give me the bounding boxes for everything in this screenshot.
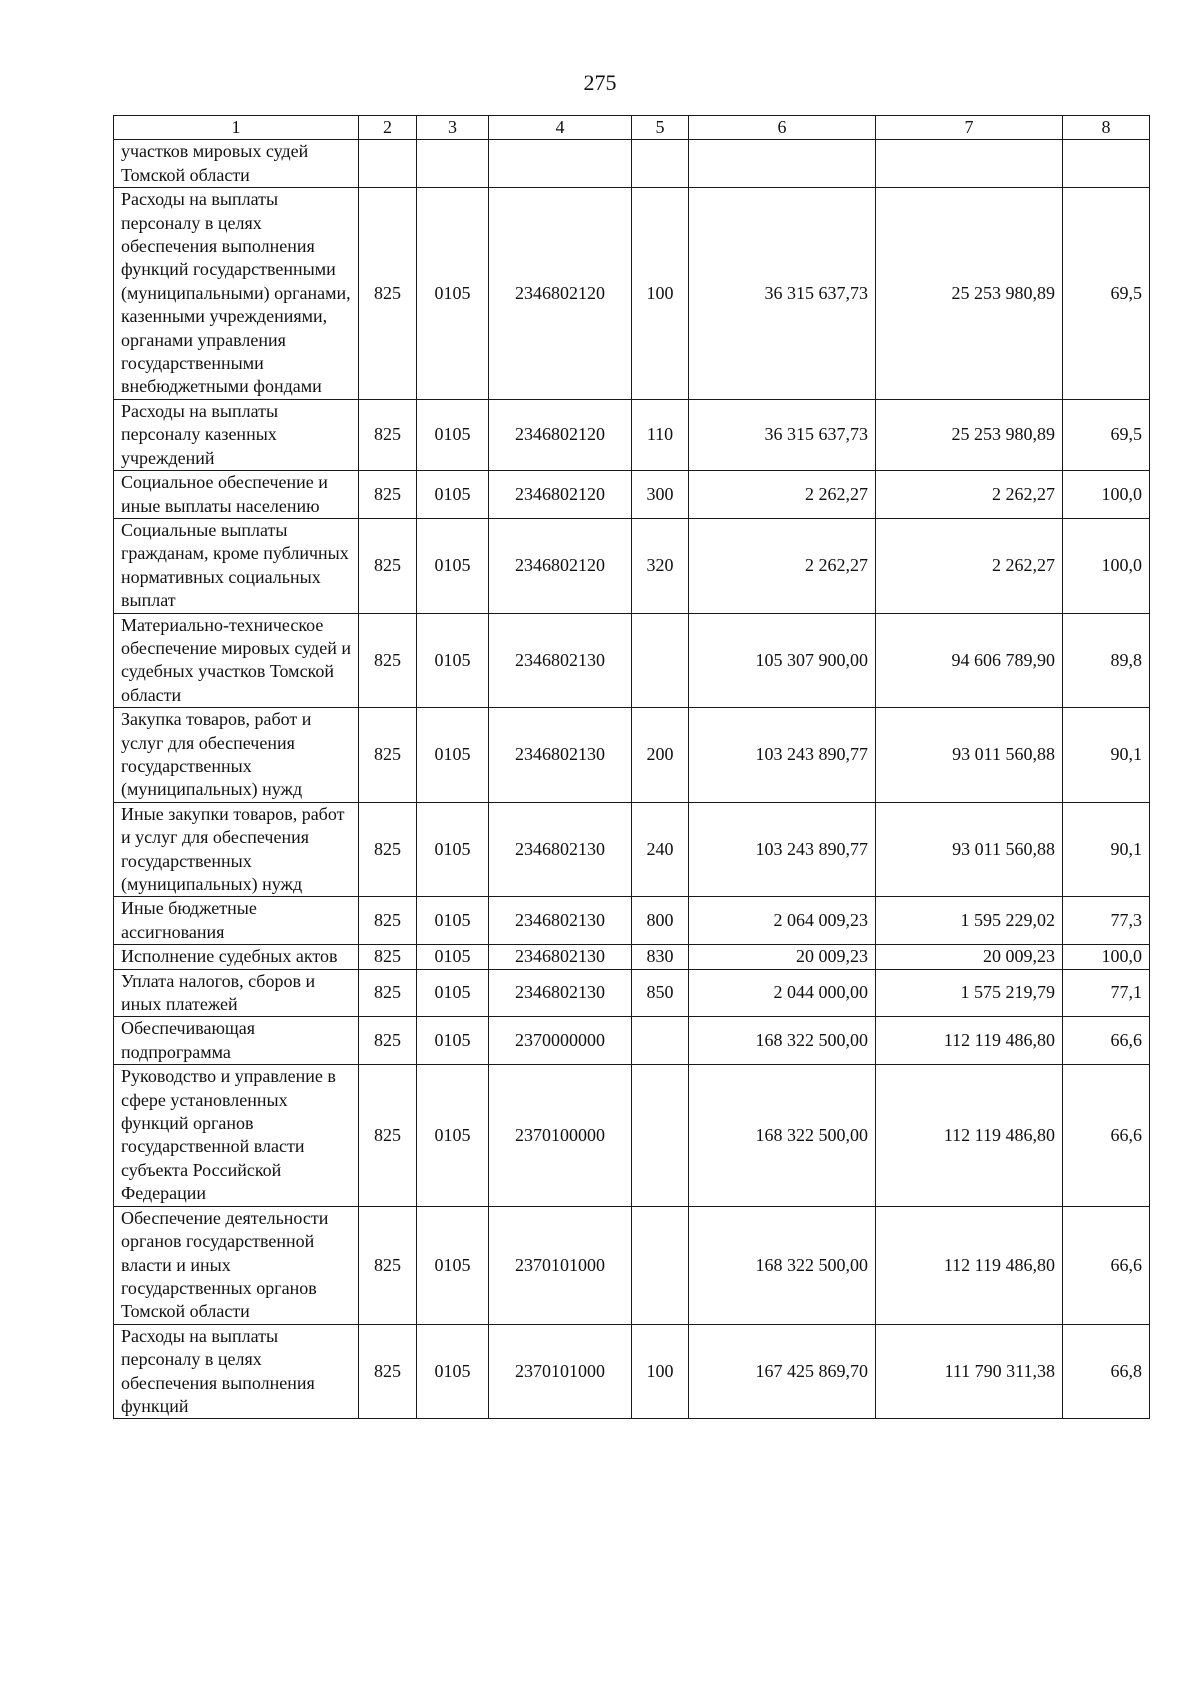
executed-amount: 2 262,27 bbox=[876, 518, 1063, 613]
expense-type: 100 bbox=[632, 1324, 689, 1419]
planned-amount: 2 262,27 bbox=[689, 471, 876, 519]
section-code bbox=[417, 140, 489, 188]
execution-percent: 69,5 bbox=[1063, 399, 1150, 470]
target-article: 2346802130 bbox=[489, 945, 632, 969]
executed-amount: 112 119 486,80 bbox=[876, 1206, 1063, 1324]
expense-type: 240 bbox=[632, 802, 689, 897]
column-header: 2 bbox=[359, 116, 417, 140]
table-row bbox=[114, 969, 1150, 1017]
table-row bbox=[114, 399, 1150, 470]
target-article: 2346802130 bbox=[489, 897, 632, 945]
executed-amount: 94 606 789,90 bbox=[876, 613, 1063, 708]
section-code: 0105 bbox=[417, 613, 489, 708]
executed-amount bbox=[876, 140, 1063, 188]
planned-amount: 167 425 869,70 bbox=[689, 1324, 876, 1419]
execution-percent: 77,3 bbox=[1063, 897, 1150, 945]
planned-amount: 168 322 500,00 bbox=[689, 1065, 876, 1206]
header-row bbox=[114, 116, 1150, 140]
execution-percent: 66,6 bbox=[1063, 1017, 1150, 1065]
expense-name: Иные бюджетные ассигнования bbox=[114, 897, 359, 945]
table-row bbox=[114, 1065, 1150, 1206]
expense-name: Расходы на выплаты персоналу в целях обеспечения выполнения функций государственными (муниципальными) органами, казенными учреждениями, органами управления государственными внебюджетными фондами bbox=[114, 188, 359, 400]
target-article: 2346802130 bbox=[489, 969, 632, 1017]
expense-name: Руководство и управление в сфере установленных функций органов государственной власти субъекта Российской Федерации bbox=[114, 1065, 359, 1206]
column-header: 6 bbox=[689, 116, 876, 140]
target-article: 2346802120 bbox=[489, 471, 632, 519]
table-row bbox=[114, 897, 1150, 945]
expense-name: Уплата налогов, сборов и иных платежей bbox=[114, 969, 359, 1017]
execution-percent bbox=[1063, 140, 1150, 188]
section-code: 0105 bbox=[417, 1017, 489, 1065]
section-code: 0105 bbox=[417, 708, 489, 803]
page-number: 275 bbox=[583, 70, 617, 95]
ministry-code: 825 bbox=[359, 471, 417, 519]
expense-name: Обеспечение деятельности органов государственной власти и иных государственных органов Томской области bbox=[114, 1206, 359, 1324]
ministry-code: 825 bbox=[359, 969, 417, 1017]
ministry-code: 825 bbox=[359, 945, 417, 969]
expense-type: 800 bbox=[632, 897, 689, 945]
planned-amount: 168 322 500,00 bbox=[689, 1017, 876, 1065]
table-row bbox=[114, 471, 1150, 519]
planned-amount: 103 243 890,77 bbox=[689, 708, 876, 803]
ministry-code: 825 bbox=[359, 613, 417, 708]
planned-amount bbox=[689, 140, 876, 188]
executed-amount: 1 595 229,02 bbox=[876, 897, 1063, 945]
executed-amount: 93 011 560,88 bbox=[876, 802, 1063, 897]
expense-type: 100 bbox=[632, 188, 689, 400]
expense-type bbox=[632, 1065, 689, 1206]
target-article: 2370100000 bbox=[489, 1065, 632, 1206]
planned-amount: 2 064 009,23 bbox=[689, 897, 876, 945]
executed-amount: 25 253 980,89 bbox=[876, 188, 1063, 400]
target-article: 2370101000 bbox=[489, 1206, 632, 1324]
table-row bbox=[114, 140, 1150, 188]
expense-type: 110 bbox=[632, 399, 689, 470]
section-code: 0105 bbox=[417, 1324, 489, 1419]
expense-name: Материально-техническое обеспечение мировых судей и судебных участков Томской области bbox=[114, 613, 359, 708]
expense-name: Закупка товаров, работ и услуг для обеспечения государственных (муниципальных) нужд bbox=[114, 708, 359, 803]
column-header: 1 bbox=[114, 116, 359, 140]
execution-percent: 100,0 bbox=[1063, 945, 1150, 969]
target-article: 2370000000 bbox=[489, 1017, 632, 1065]
expense-name: Иные закупки товаров, работ и услуг для обеспечения государственных (муниципальных) нужд bbox=[114, 802, 359, 897]
executed-amount: 2 262,27 bbox=[876, 471, 1063, 519]
section-code: 0105 bbox=[417, 518, 489, 613]
ministry-code: 825 bbox=[359, 399, 417, 470]
execution-percent: 90,1 bbox=[1063, 802, 1150, 897]
target-article: 2346802120 bbox=[489, 188, 632, 400]
column-header: 7 bbox=[876, 116, 1063, 140]
ministry-code: 825 bbox=[359, 1017, 417, 1065]
target-article: 2370101000 bbox=[489, 1324, 632, 1419]
expense-type bbox=[632, 613, 689, 708]
section-code: 0105 bbox=[417, 471, 489, 519]
section-code: 0105 bbox=[417, 188, 489, 400]
planned-amount: 20 009,23 bbox=[689, 945, 876, 969]
expense-type: 850 bbox=[632, 969, 689, 1017]
planned-amount: 103 243 890,77 bbox=[689, 802, 876, 897]
section-code: 0105 bbox=[417, 897, 489, 945]
expense-name: участков мировых судей Томской области bbox=[114, 140, 359, 188]
table-row bbox=[114, 188, 1150, 400]
expense-type: 300 bbox=[632, 471, 689, 519]
executed-amount: 93 011 560,88 bbox=[876, 708, 1063, 803]
expense-name: Исполнение судебных актов bbox=[114, 945, 359, 969]
expense-name: Обеспечивающая подпрограмма bbox=[114, 1017, 359, 1065]
section-code: 0105 bbox=[417, 945, 489, 969]
ministry-code bbox=[359, 140, 417, 188]
executed-amount: 20 009,23 bbox=[876, 945, 1063, 969]
budget-table bbox=[113, 115, 1150, 1419]
column-header: 5 bbox=[632, 116, 689, 140]
planned-amount: 105 307 900,00 bbox=[689, 613, 876, 708]
ministry-code: 825 bbox=[359, 1065, 417, 1206]
planned-amount: 2 262,27 bbox=[689, 518, 876, 613]
target-article: 2346802130 bbox=[489, 613, 632, 708]
ministry-code: 825 bbox=[359, 1324, 417, 1419]
execution-percent: 66,6 bbox=[1063, 1206, 1150, 1324]
section-code: 0105 bbox=[417, 1065, 489, 1206]
ministry-code: 825 bbox=[359, 897, 417, 945]
section-code: 0105 bbox=[417, 802, 489, 897]
expense-type bbox=[632, 140, 689, 188]
column-header: 4 bbox=[489, 116, 632, 140]
table-row bbox=[114, 1017, 1150, 1065]
expense-name: Расходы на выплаты персоналу в целях обеспечения выполнения функций bbox=[114, 1324, 359, 1419]
table-row bbox=[114, 945, 1150, 969]
planned-amount: 2 044 000,00 bbox=[689, 969, 876, 1017]
execution-percent: 69,5 bbox=[1063, 188, 1150, 400]
planned-amount: 36 315 637,73 bbox=[689, 399, 876, 470]
ministry-code: 825 bbox=[359, 1206, 417, 1324]
execution-percent: 66,6 bbox=[1063, 1065, 1150, 1206]
expense-type bbox=[632, 1017, 689, 1065]
table-row bbox=[114, 802, 1150, 897]
table-row bbox=[114, 708, 1150, 803]
table-row bbox=[114, 518, 1150, 613]
table-row bbox=[114, 1206, 1150, 1324]
expense-type: 320 bbox=[632, 518, 689, 613]
executed-amount: 25 253 980,89 bbox=[876, 399, 1063, 470]
table-row bbox=[114, 613, 1150, 708]
column-header: 3 bbox=[417, 116, 489, 140]
execution-percent: 100,0 bbox=[1063, 471, 1150, 519]
section-code: 0105 bbox=[417, 1206, 489, 1324]
expense-name: Социальные выплаты гражданам, кроме публичных нормативных социальных выплат bbox=[114, 518, 359, 613]
expense-name: Социальное обеспечение и иные выплаты населению bbox=[114, 471, 359, 519]
ministry-code: 825 bbox=[359, 518, 417, 613]
execution-percent: 89,8 bbox=[1063, 613, 1150, 708]
expense-name: Расходы на выплаты персоналу казенных учреждений bbox=[114, 399, 359, 470]
section-code: 0105 bbox=[417, 399, 489, 470]
ministry-code: 825 bbox=[359, 708, 417, 803]
executed-amount: 111 790 311,38 bbox=[876, 1324, 1063, 1419]
expense-type: 200 bbox=[632, 708, 689, 803]
execution-percent: 77,1 bbox=[1063, 969, 1150, 1017]
target-article bbox=[489, 140, 632, 188]
planned-amount: 36 315 637,73 bbox=[689, 188, 876, 400]
execution-percent: 90,1 bbox=[1063, 708, 1150, 803]
planned-amount: 168 322 500,00 bbox=[689, 1206, 876, 1324]
target-article: 2346802130 bbox=[489, 708, 632, 803]
expense-type bbox=[632, 1206, 689, 1324]
execution-percent: 100,0 bbox=[1063, 518, 1150, 613]
executed-amount: 112 119 486,80 bbox=[876, 1065, 1063, 1206]
column-header: 8 bbox=[1063, 116, 1150, 140]
target-article: 2346802120 bbox=[489, 399, 632, 470]
execution-percent: 66,8 bbox=[1063, 1324, 1150, 1419]
target-article: 2346802120 bbox=[489, 518, 632, 613]
executed-amount: 1 575 219,79 bbox=[876, 969, 1063, 1017]
table-row bbox=[114, 1324, 1150, 1419]
executed-amount: 112 119 486,80 bbox=[876, 1017, 1063, 1065]
section-code: 0105 bbox=[417, 969, 489, 1017]
target-article: 2346802130 bbox=[489, 802, 632, 897]
expense-type: 830 bbox=[632, 945, 689, 969]
ministry-code: 825 bbox=[359, 188, 417, 400]
ministry-code: 825 bbox=[359, 802, 417, 897]
